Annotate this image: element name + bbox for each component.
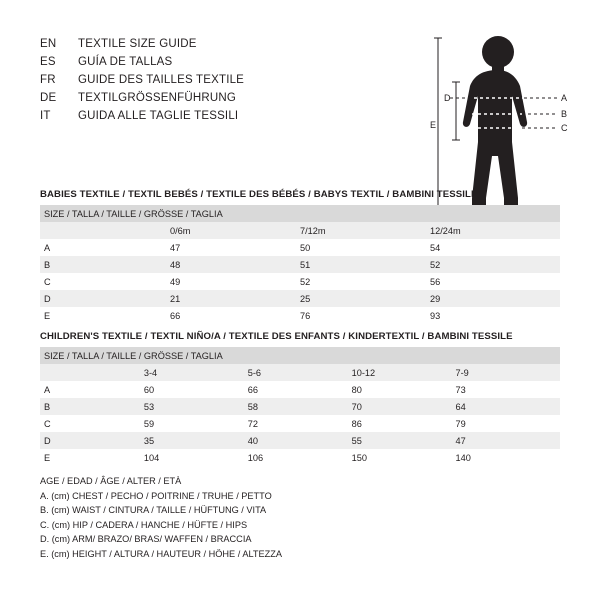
row-label: D bbox=[40, 290, 170, 307]
cell-value: 66 bbox=[248, 381, 352, 398]
cell-value: 55 bbox=[352, 432, 456, 449]
cell-value: 106 bbox=[248, 449, 352, 466]
table-row bbox=[40, 381, 560, 398]
table-row bbox=[40, 273, 560, 290]
cell-value: 56 bbox=[430, 273, 560, 290]
language-row bbox=[40, 74, 340, 92]
language-code: ES bbox=[40, 56, 56, 68]
row-label: C bbox=[40, 273, 170, 290]
section-babies bbox=[40, 189, 560, 324]
language-row bbox=[40, 92, 340, 110]
table-row bbox=[40, 432, 560, 449]
language-row bbox=[40, 38, 340, 56]
row-label: C bbox=[40, 415, 144, 432]
cell-value: 140 bbox=[456, 449, 561, 466]
cell-value: 58 bbox=[248, 398, 352, 415]
body-silhouette bbox=[463, 36, 527, 212]
figure-label-d: D bbox=[444, 93, 451, 103]
language-code: IT bbox=[40, 110, 51, 122]
section-title: BABIES TEXTILE / TEXTIL BEBÉS / TEXTILE DES BÉBÉS / BABYS TEXTIL / BAMBINI TESSILE bbox=[40, 189, 478, 200]
header-blank bbox=[40, 222, 170, 239]
table-header-row bbox=[40, 222, 560, 239]
row-label: A bbox=[40, 239, 170, 256]
figure-label-a: A bbox=[561, 93, 568, 103]
cell-value: 64 bbox=[456, 398, 561, 415]
legend-line: A. (cm) CHEST / PECHO / POITRINE / TRUHE / PETTO bbox=[40, 490, 272, 501]
cell-value: 35 bbox=[144, 432, 248, 449]
cell-value: 80 bbox=[352, 381, 456, 398]
table-row bbox=[40, 415, 560, 432]
legend-line: E. (cm) HEIGHT / ALTURA / HAUTEUR / HÖHE / ALTEZZA bbox=[40, 548, 282, 559]
cell-value: 150 bbox=[352, 449, 456, 466]
column-header: 7/12m bbox=[300, 222, 430, 239]
language-code: EN bbox=[40, 38, 57, 50]
table-row bbox=[40, 307, 560, 324]
table-row bbox=[40, 256, 560, 273]
legend-line: C. (cm) HIP / CADERA / HANCHE / HÜFTE / HIPS bbox=[40, 519, 248, 530]
cell-value: 54 bbox=[430, 239, 560, 256]
column-header: 0/6m bbox=[170, 222, 300, 239]
cell-value: 79 bbox=[456, 415, 561, 432]
size-subheader: SIZE / TALLA / TAILLE / GRÖSSE / TAGLIA bbox=[40, 205, 560, 222]
cell-value: 66 bbox=[170, 307, 300, 324]
cell-value: 72 bbox=[248, 415, 352, 432]
row-label: B bbox=[40, 398, 144, 415]
cell-value: 25 bbox=[300, 290, 430, 307]
measurement-legend bbox=[40, 474, 282, 562]
cell-value: 70 bbox=[352, 398, 456, 415]
cell-value: 29 bbox=[430, 290, 560, 307]
figure-label-c: C bbox=[561, 123, 568, 133]
section-title: CHILDREN'S TEXTILE / TEXTIL NIÑO/A / TEXTILE DES ENFANTS / KINDERTEXTIL / BAMBINI TESSILE bbox=[40, 331, 513, 342]
cell-value: 104 bbox=[144, 449, 248, 466]
column-header: 5-6 bbox=[248, 364, 352, 381]
row-label: D bbox=[40, 432, 144, 449]
cell-value: 48 bbox=[170, 256, 300, 273]
cell-value: 49 bbox=[170, 273, 300, 290]
size-subheader: SIZE / TALLA / TAILLE / GRÖSSE / TAGLIA bbox=[40, 347, 560, 364]
babies-size-table bbox=[40, 205, 560, 324]
legend-line: D. (cm) ARM/ BRAZO/ BRAS/ WAFFEN / BRACCIA bbox=[40, 534, 252, 545]
section-children bbox=[40, 331, 560, 466]
cell-value: 40 bbox=[248, 432, 352, 449]
header-blank bbox=[40, 364, 144, 381]
cell-value: 93 bbox=[430, 307, 560, 324]
table-subheader-row bbox=[40, 347, 560, 364]
table-header-row bbox=[40, 364, 560, 381]
cell-value: 60 bbox=[144, 381, 248, 398]
column-header: 3-4 bbox=[144, 364, 248, 381]
cell-value: 52 bbox=[300, 273, 430, 290]
row-label: E bbox=[40, 449, 144, 466]
cell-value: 51 bbox=[300, 256, 430, 273]
cell-value: 47 bbox=[456, 432, 561, 449]
language-code: FR bbox=[40, 74, 56, 86]
row-label: B bbox=[40, 256, 170, 273]
language-title: TEXTILE SIZE GUIDE bbox=[78, 38, 197, 50]
children-size-table bbox=[40, 347, 560, 466]
language-title: GUIDE DES TAILLES TEXTILE bbox=[78, 74, 245, 86]
cell-value: 21 bbox=[170, 290, 300, 307]
column-header: 7-9 bbox=[456, 364, 561, 381]
language-title: TEXTILGRÖSSENFÜHRUNG bbox=[78, 92, 236, 104]
table-row bbox=[40, 290, 560, 307]
cell-value: 73 bbox=[456, 381, 561, 398]
column-header: 12/24m bbox=[430, 222, 560, 239]
cell-value: 52 bbox=[430, 256, 560, 273]
language-row bbox=[40, 56, 340, 74]
table-subheader-row bbox=[40, 205, 560, 222]
figure-label-e: E bbox=[430, 120, 437, 130]
figure-label-b: B bbox=[561, 109, 568, 119]
cell-value: 50 bbox=[300, 239, 430, 256]
arm-length-indicator bbox=[452, 82, 460, 140]
language-title: GUIDA ALLE TAGLIE TESSILI bbox=[78, 110, 239, 122]
row-label: E bbox=[40, 307, 170, 324]
cell-value: 47 bbox=[170, 239, 300, 256]
language-row bbox=[40, 110, 340, 128]
legend-line: AGE / EDAD / ÂGE / ALTER / ETÀ bbox=[40, 476, 182, 486]
cell-value: 53 bbox=[144, 398, 248, 415]
legend-line: B. (cm) WAIST / CINTURA / TAILLE / HÜFTUNG / VITA bbox=[40, 505, 267, 516]
cell-value: 76 bbox=[300, 307, 430, 324]
column-header: 10-12 bbox=[352, 364, 456, 381]
cell-value: 86 bbox=[352, 415, 456, 432]
table-row bbox=[40, 239, 560, 256]
cell-value: 59 bbox=[144, 415, 248, 432]
table-row bbox=[40, 398, 560, 415]
table-row bbox=[40, 449, 560, 466]
row-label: A bbox=[40, 381, 144, 398]
language-title: GUÍA DE TALLAS bbox=[78, 56, 173, 68]
language-title-block bbox=[40, 38, 340, 128]
language-code: DE bbox=[40, 92, 57, 104]
